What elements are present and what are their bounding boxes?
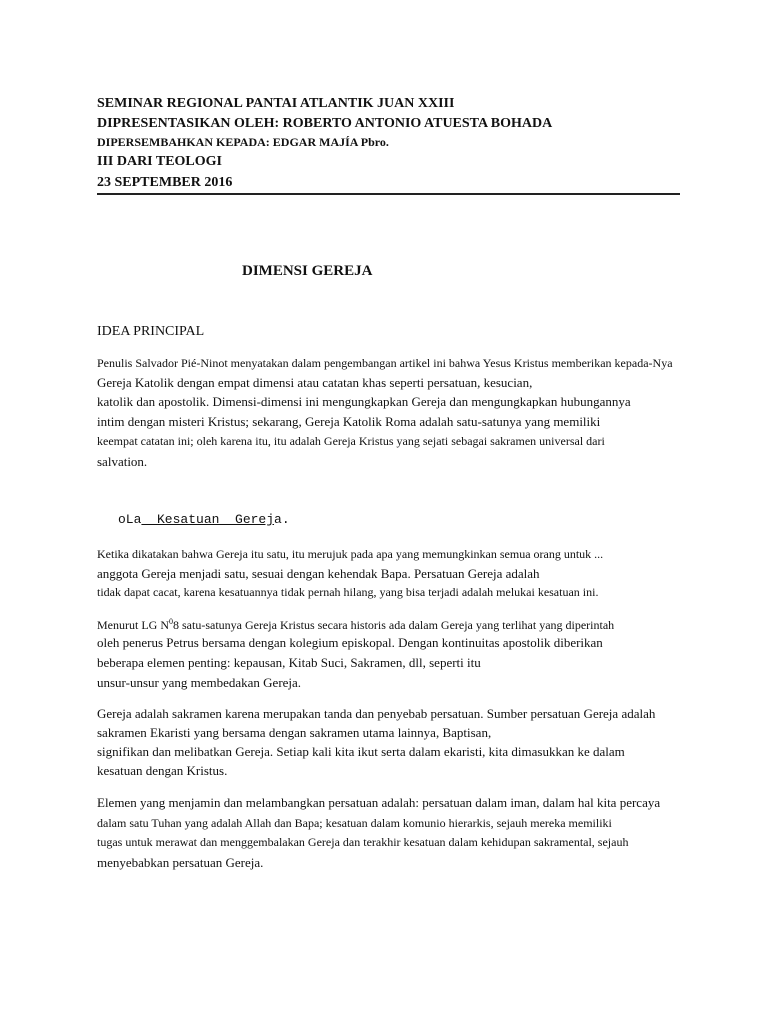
para2-line: anggota Gereja menjadi satu, sesuai dengan kehendak Bapa. Persatuan Gereja adalah: [97, 566, 540, 581]
para1-line: intim dengan misteri Kristus; sekarang, Gereja Katolik Roma adalah satu-satunya yang memiliki: [97, 414, 601, 429]
para4-line: sakramen Ekaristi yang bersama dengan sakramen utama lainnya, Baptisan,: [97, 725, 492, 740]
header-dedication: DIPERSEMBAHKAN KEPADA: EDGAR MAJÍA Pbro.: [97, 135, 389, 149]
para3-line: [97, 614, 614, 633]
para5-line: tugas untuk merawat dan menggembalakan Gereja dan terakhir kesatuan dalam kehidupan sakramental, sejauh: [97, 835, 629, 849]
para1-line: katolik dan apostolik. Dimensi-dimensi ini mengungkapkan Gereja dan mengungkapkan hubungannya: [97, 394, 631, 409]
para3-line: oleh penerus Petrus bersama dengan kolegium episkopal. Dengan kontinuitas apostolik diberikan: [97, 635, 603, 650]
para4-line: signifikan dan melibatkan Gereja. Setiap kali kita ikut serta dalam ekaristi, kita dimasukkan ke dalam: [97, 744, 625, 759]
para3-line: beberapa elemen penting: kepausan, Kitab Suci, Sakramen, dll, seperti itu: [97, 655, 481, 670]
section-suffix: a.: [274, 512, 290, 527]
para5-line: dalam satu Tuhan yang adalah Allah dan Bapa; kesatuan dalam komunio hierarkis, sejauh mereka memiliki: [97, 816, 612, 830]
para2-line: tidak dapat cacat, karena kesatuannya tidak pernah hilang, yang bisa terjadi adalah melukai kesatuan ini.: [97, 585, 599, 599]
header-course: III DARI TEOLOGI: [97, 154, 223, 169]
section-heading: [118, 512, 290, 527]
para3-first-a: Menurut LG N: [97, 618, 169, 632]
header-date: 23 SEPTEMBER 2016: [97, 175, 233, 190]
para5-line: menyebabkan persatuan Gereja.: [97, 855, 264, 870]
para5-line: Elemen yang menjamin dan melambangkan persatuan adalah: persatuan dalam iman, dalam hal kita percaya: [97, 795, 661, 810]
para4-line: Gereja adalah sakramen karena merupakan tanda dan penyebab persatuan. Sumber persatuan Gereja adalah: [97, 706, 656, 721]
para3-line: unsur-unsur yang membedakan Gereja.: [97, 675, 302, 690]
section-prefix: oLa: [118, 512, 142, 527]
para1-line: Penulis Salvador Pié-Ninot menyatakan dalam pengembangan artikel ini bahwa Yesus Kristus memberikan kepada-Nya: [97, 356, 673, 370]
para1-line: salvation.: [97, 454, 148, 469]
header-seminar: SEMINAR REGIONAL PANTAI ATLANTIK JUAN XXIII: [97, 96, 455, 111]
para3-first-b: 8 satu-satunya Gereja Kristus secara historis ada dalam Gereja yang terlihat yang diperintah: [173, 618, 615, 632]
para4-line: kesatuan dengan Kristus.: [97, 763, 228, 778]
para3-superscript: 0: [169, 617, 173, 626]
section-underlined: Kesatuan Gerej: [141, 512, 275, 527]
idea-heading: IDEA PRINCIPAL: [97, 324, 205, 339]
para1-line: keempat catatan ini; oleh karena itu, itu adalah Gereja Kristus yang sejati sebagai sakramen universal dari: [97, 434, 605, 448]
header-divider: [97, 193, 680, 195]
para2-line: Ketika dikatakan bahwa Gereja itu satu, itu merujuk pada apa yang memungkinkan semua orang untuk ...: [97, 547, 604, 561]
para1-line: Gereja Katolik dengan empat dimensi atau catatan khas seperti persatuan, kesucian,: [97, 375, 533, 390]
page-title: DIMENSI GEREJA: [242, 263, 373, 279]
header-presenter: DIPRESENTASIKAN OLEH: ROBERTO ANTONIO ATUESTA BOHADA: [97, 116, 553, 131]
